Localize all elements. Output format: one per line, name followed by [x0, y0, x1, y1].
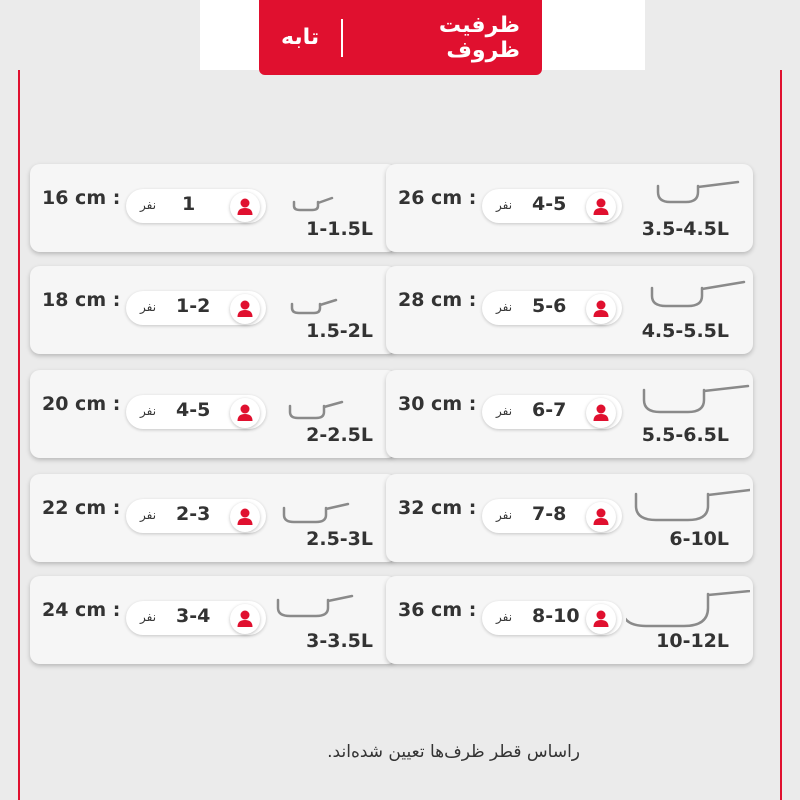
- pan-diameter: 26 cm :: [398, 187, 477, 209]
- pan-icon: [626, 488, 750, 532]
- capacity-card-36cm: [386, 576, 753, 664]
- pan-volume: 10-12L: [656, 630, 729, 652]
- pan-icon: [270, 488, 390, 528]
- capacity-card-28cm: [386, 266, 753, 354]
- capacity-card-18cm: [30, 266, 397, 354]
- serving-count: 3-4: [176, 605, 211, 627]
- pan-volume: 3-3.5L: [306, 630, 373, 652]
- pan-volume: 2.5-3L: [306, 528, 373, 550]
- serving-unit: نفر: [496, 198, 513, 212]
- person-icon: [230, 604, 260, 634]
- person-icon: [230, 398, 260, 428]
- person-icon: [230, 502, 260, 532]
- pan-volume: 4.5-5.5L: [641, 320, 729, 342]
- pan-diameter: 22 cm :: [42, 497, 121, 519]
- pan-diameter: 18 cm :: [42, 289, 121, 311]
- pan-diameter: 20 cm :: [42, 393, 121, 415]
- pan-icon: [270, 178, 390, 218]
- serving-count: 1: [182, 193, 196, 215]
- serving-count: 4-5: [532, 193, 567, 215]
- serving-unit: نفر: [140, 300, 157, 314]
- serving-count: 1-2: [176, 295, 211, 317]
- capacity-card-22cm: [30, 474, 397, 562]
- serving-count: 4-5: [176, 399, 211, 421]
- pan-volume: 5.5-6.5L: [641, 424, 729, 446]
- pan-diameter: 24 cm :: [42, 599, 121, 621]
- header-title: ظرفیت ظروف: [438, 12, 520, 63]
- header-subtitle: تابه: [281, 25, 320, 50]
- pan-diameter: 16 cm :: [42, 187, 121, 209]
- pan-icon: [626, 178, 746, 218]
- serving-count: 5-6: [532, 295, 567, 317]
- footnote: راساس قطر ظرف‌ها تعیین شده‌اند.: [327, 742, 580, 762]
- left-border-line: [18, 70, 20, 800]
- person-icon: [586, 604, 616, 634]
- capacity-card-32cm: [386, 474, 753, 562]
- pan-diameter: 28 cm :: [398, 289, 477, 311]
- serving-unit: نفر: [140, 404, 157, 418]
- pan-diameter: 32 cm :: [398, 497, 477, 519]
- pan-diameter: 36 cm :: [398, 599, 477, 621]
- person-icon: [230, 192, 260, 222]
- header-badge: [259, 0, 542, 75]
- header-divider: [341, 19, 343, 57]
- capacity-card-20cm: [30, 370, 397, 458]
- serving-unit: نفر: [496, 300, 513, 314]
- pan-volume: 1-1.5L: [306, 218, 373, 240]
- serving-unit: نفر: [140, 198, 157, 212]
- pan-volume: 2-2.5L: [306, 424, 373, 446]
- pan-volume: 6-10L: [669, 528, 729, 550]
- serving-unit: نفر: [140, 610, 157, 624]
- capacity-card-16cm: [30, 164, 397, 252]
- capacity-card-30cm: [386, 370, 753, 458]
- person-icon: [586, 192, 616, 222]
- pan-diameter: 30 cm :: [398, 393, 477, 415]
- pan-icon: [626, 384, 750, 428]
- pan-volume: 1.5-2L: [306, 320, 373, 342]
- pan-icon: [270, 384, 390, 424]
- serving-count: 8-10: [532, 605, 580, 627]
- capacity-card-24cm: [30, 576, 397, 664]
- right-border-line: [780, 70, 782, 800]
- serving-unit: نفر: [496, 610, 513, 624]
- serving-count: 2-3: [176, 503, 211, 525]
- pan-icon: [270, 280, 390, 320]
- pan-volume: 3.5-4.5L: [641, 218, 729, 240]
- serving-unit: نفر: [496, 404, 513, 418]
- person-icon: [586, 294, 616, 324]
- person-icon: [586, 398, 616, 428]
- pan-icon: [270, 590, 390, 630]
- serving-count: 6-7: [532, 399, 567, 421]
- capacity-card-26cm: [386, 164, 753, 252]
- pan-icon: [626, 280, 746, 320]
- serving-count: 7-8: [532, 503, 567, 525]
- serving-unit: نفر: [140, 508, 157, 522]
- serving-unit: نفر: [496, 508, 513, 522]
- person-icon: [586, 502, 616, 532]
- person-icon: [230, 294, 260, 324]
